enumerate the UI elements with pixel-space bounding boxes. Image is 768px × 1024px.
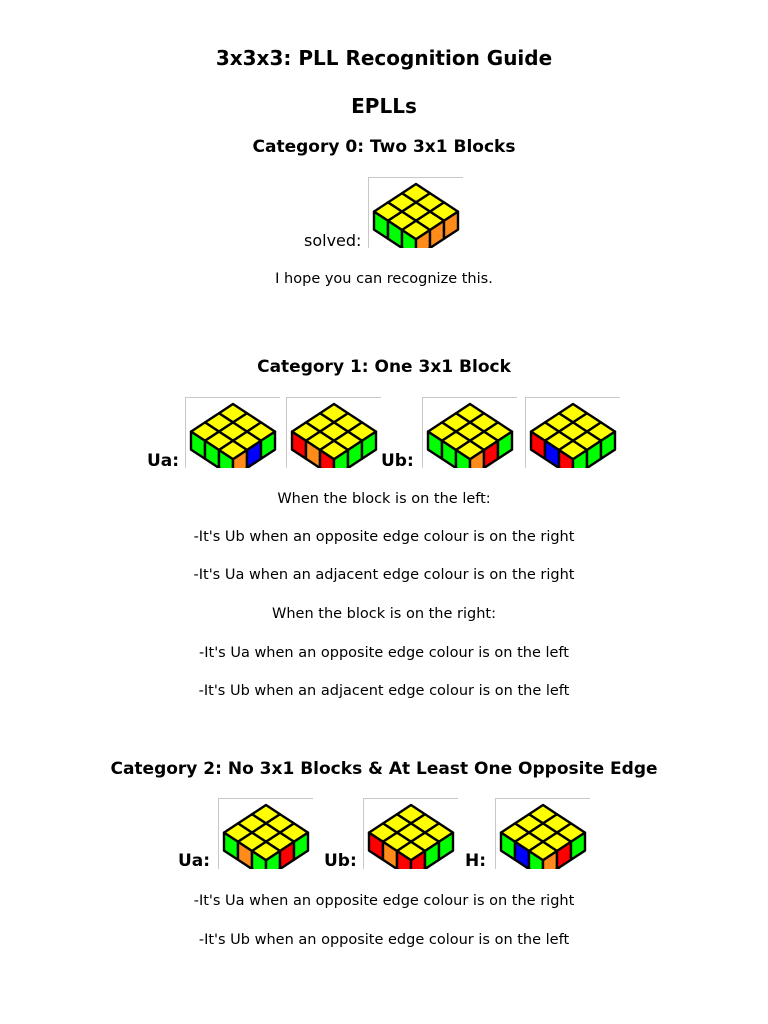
cube-diagram-ub-2 bbox=[525, 397, 620, 468]
category-1-line: -It's Ua when an adjacent edge colour is on the right bbox=[193, 567, 575, 583]
cube-diagram-ub bbox=[363, 798, 458, 869]
category-1-line: -It's Ub when an opposite edge colour is on the right bbox=[193, 529, 575, 545]
category-1-line: -It's Ua when an opposite edge colour is on the left bbox=[199, 645, 569, 661]
h-label: H: bbox=[465, 851, 487, 871]
category-0-heading: Category 0: Two 3x1 Blocks bbox=[252, 137, 516, 157]
solved-label: solved: bbox=[304, 231, 362, 250]
category-1-line: -It's Ub when an adjacent edge colour is on the left bbox=[198, 683, 570, 699]
ub-label: Ub: bbox=[324, 851, 357, 871]
category-1-heading: Category 1: One 3x1 Block bbox=[257, 357, 511, 377]
category-1-line: When the block is on the left: bbox=[277, 491, 491, 507]
ua-label: Ua: bbox=[147, 451, 180, 471]
cube-diagram-ua bbox=[218, 798, 313, 869]
category-2-heading: Category 2: No 3x1 Blocks & At Least One Opposite Edge bbox=[110, 759, 658, 779]
category-2-line: -It's Ua when an opposite edge colour is on the right bbox=[193, 893, 575, 909]
category-0-text: I hope you can recognize this. bbox=[275, 271, 493, 287]
cube-diagram-h bbox=[495, 798, 590, 869]
cube-diagram-solved bbox=[368, 177, 463, 248]
cube-diagram-ua-1 bbox=[185, 397, 280, 468]
category-1-line: When the block is on the right: bbox=[272, 606, 496, 622]
page-title: 3x3x3: PLL Recognition Guide bbox=[215, 46, 553, 70]
ua-label: Ua: bbox=[178, 851, 211, 871]
category-2-line: -It's Ub when an opposite edge colour is on the left bbox=[198, 932, 570, 948]
cube-diagram-ub-1 bbox=[422, 397, 517, 468]
ub-label: Ub: bbox=[381, 451, 414, 471]
section-title-eplls: EPLLs bbox=[351, 94, 417, 118]
cube-diagram-ua-2 bbox=[286, 397, 381, 468]
